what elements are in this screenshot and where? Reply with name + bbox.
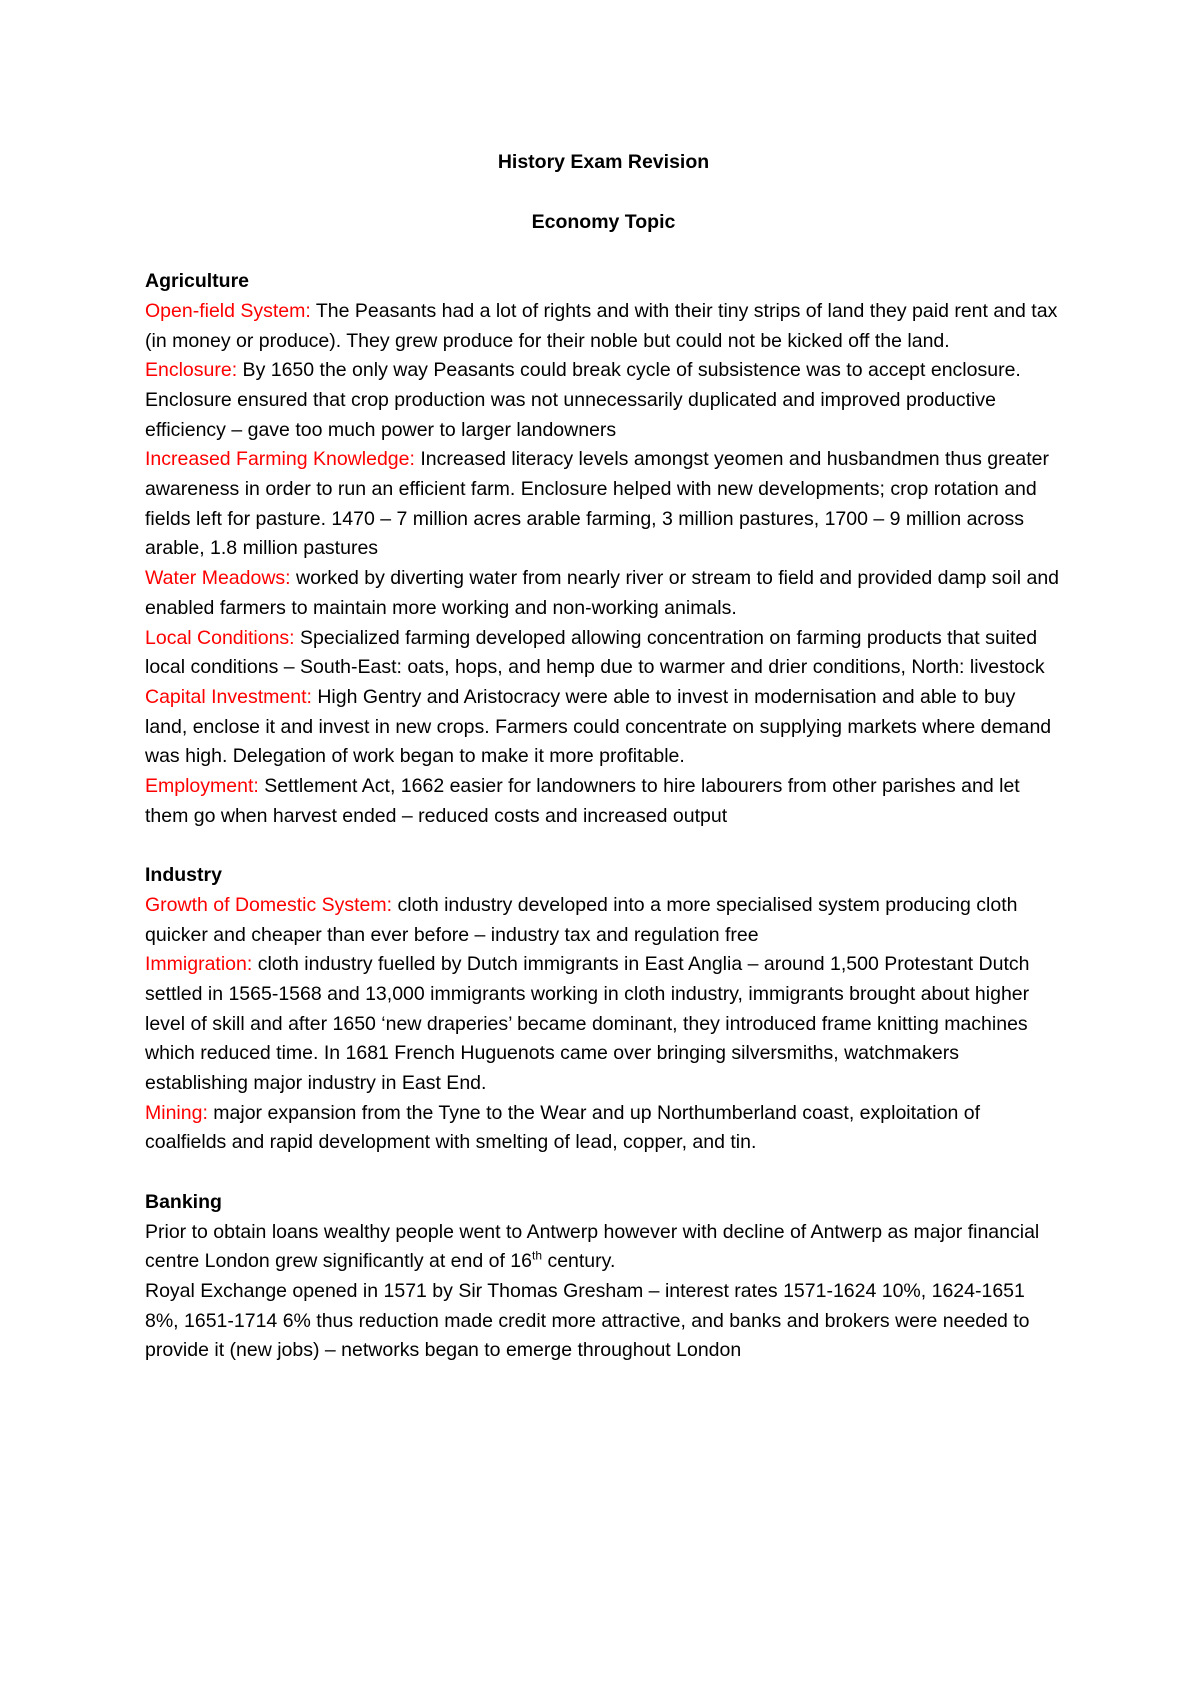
agriculture-item-farming-knowledge [145,445,1062,564]
item-text: worked by diverting water from nearly river or stream to field and provided damp soil and enabled farmers to maintain more working and non-working animals. [145,567,1060,619]
section-heading-agriculture: Agriculture [145,270,250,293]
document-title: History Exam Revision [497,151,710,173]
banking-paragraph-royal-exchange: Royal Exchange opened in 1571 by Sir Thomas Gresham – interest rates 1571-1624 10%, 1624-1651 8%, 1651-1714 6% thus reduction made credit more attractive, and banks and brokers were needed to provide it (new jobs) – networks began to emerge throughout London [145,1279,1030,1362]
industry-item-domestic-system [145,891,1062,950]
spacer [145,1158,1062,1188]
spacer [145,831,1062,861]
term-label: Water Meadows: [145,567,291,590]
term-label: Immigration: [145,953,253,976]
agriculture-section [145,267,1062,831]
item-text: By 1650 the only way Peasants could break cycle of subsistence was to accept enclosure. Enclosure ensured that crop production was not unnecessarily duplicated and improved productive efficiency – gave too much power to larger landowners [145,359,1021,441]
paragraph-text: century. [542,1250,616,1273]
industry-section [145,861,1062,1158]
industry-item-immigration [145,950,1062,1099]
agriculture-item-water-meadows [145,564,1062,623]
agriculture-item-enclosure [145,356,1062,445]
section-heading-industry: Industry [145,864,222,887]
document-subtitle: Economy Topic [531,210,676,233]
agriculture-item-local-conditions [145,624,1062,683]
item-text: cloth industry developed into a more specialised system producing cloth quicker and cheaper than ever before – industry tax and regulation free [145,893,1018,946]
item-text: Increased literacy levels amongst yeomen and husbandmen thus greater awareness in order to run an efficient farm. Enclosure helped with new developments; crop rotation and fields left for pasture. 1470 – 7 million acres arable farming, 3 million pastures, 1700 – 9 million across arable, 1.8 million pastures [145,448,1050,560]
item-text: High Gentry and Aristocracy were able to invest in modernisation and able to buy land, enclose it and invest in new crops. Farmers could concentrate on supplying markets where demand was high. Delegation of work began to make it more profitable. [145,685,1052,768]
term-label: Increased Farming Knowledge: [145,448,415,471]
banking-paragraph-antwerp [145,1218,1062,1277]
term-label: Open-field System: [145,299,311,322]
term-label: Capital Investment: [145,685,312,708]
agriculture-item-open-field-system [145,297,1062,356]
item-text: The Peasants had a lot of rights and with their tiny strips of land they paid rent and tax (in money or produce). They grew produce for their noble but could not be kicked off the land. [145,299,1058,352]
paragraph-text: Prior to obtain loans wealthy people went to Antwerp however with decline of Antwerp as major financial centre London grew significantly at end of 16 [145,1220,1040,1273]
item-text: cloth industry fuelled by Dutch immigrants in East Anglia – around 1,500 Protestant Dutch settled in 1565-1568 and 13,000 immigrants working in cloth industry, immigrants brought about higher level of skill and after 1650 ‘new draperies’ became dominant, they introduced frame knitting machines which reduced time. In 1681 French Huguenots came over bringing silversmiths, watchmakers establishing major industry in East End. [145,953,1030,1095]
term-label: Local Conditions: [145,626,295,649]
term-label: Growth of Domestic System: [145,893,393,916]
agriculture-item-capital-investment [145,683,1062,772]
spacer [145,237,1062,267]
banking-section [145,1188,1062,1366]
item-text: Specialized farming developed allowing concentration on farming products that suited local conditions – South-East: oats, hops, and hemp due to warmer and drier conditions, North: livestock [145,626,1045,679]
industry-item-mining [145,1099,1062,1158]
term-label: Employment: [145,775,259,798]
item-text: Settlement Act, 1662 easier for landowners to hire labourers from other parishes and let them go when harvest ended – reduced costs and increased output [145,775,1020,827]
agriculture-item-employment [145,772,1062,831]
term-label: Enclosure: [145,359,238,382]
section-heading-banking: Banking [145,1190,222,1213]
item-text: major expansion from the Tyne to the Wear and up Northumberland coast, exploitation of coalfields and rapid development with smelting of lead, copper, and tin. [145,1101,981,1154]
superscript: th [532,1248,543,1263]
term-label: Mining: [145,1101,208,1124]
